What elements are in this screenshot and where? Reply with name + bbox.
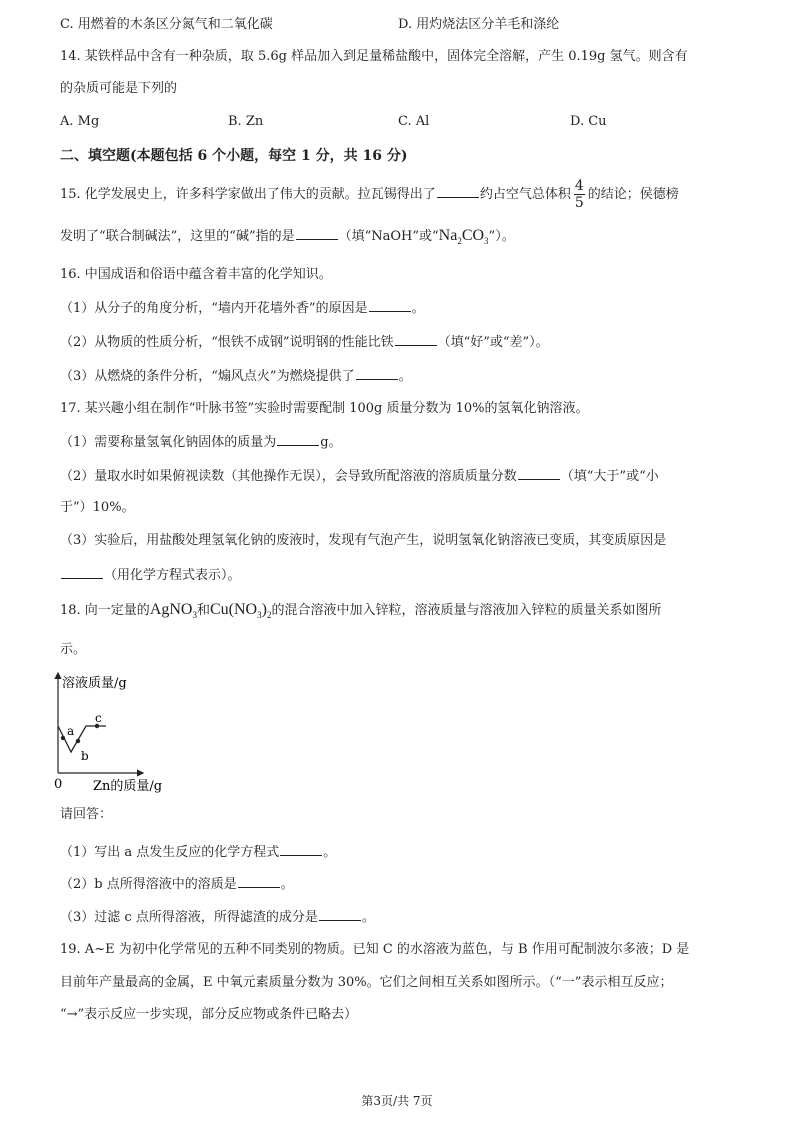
section-title: 二、填空题(本题包括 6 个小题，每空 1 分，共 16 分) <box>60 148 408 164</box>
q18-part2: （2）b 点所得溶液中的溶质是 。 <box>60 877 294 892</box>
formula: $Na_2CO_3$ <box>438 227 489 247</box>
q14-option-a: A. Mg <box>60 114 100 129</box>
q16-stem: 16. 中国成语和俗语中蕴含着丰富的化学知识。 <box>60 267 332 282</box>
q15-line2 <box>60 227 515 250</box>
formula-cuno32: $Cu(NO_3)_2$ <box>210 601 272 621</box>
q18-prompt: 请回答： <box>60 807 113 822</box>
label-c: c <box>95 711 102 725</box>
q17-part3: （3）实验后，用盐酸处理氢氧化钠的废液时，发现有气泡产生，说明氢氧化钠溶液已变质，其变质原因是 <box>60 533 667 548</box>
q17-part2-cont: 于”）10%。 <box>60 500 135 515</box>
answer-blank <box>319 908 361 921</box>
numerator: 4 <box>574 178 584 194</box>
fraction <box>574 178 585 211</box>
q14-option-b: B. Zn <box>228 114 264 129</box>
answer-blank <box>518 467 560 480</box>
answer-blank <box>356 367 398 380</box>
page-number: 第3页/共 7页 <box>361 1094 433 1108</box>
q16-part1: （1）从分子的角度分析，“墙内开花墙外香”的原因是 。 <box>60 301 425 316</box>
q15-line1 <box>60 178 679 211</box>
q14-option-c: C. Al <box>398 114 430 129</box>
answer-blank <box>280 843 322 856</box>
q14-stem: 14. 某铁样品中含有一种杂质，取 5.6g 样品加入到足量稀盐酸中，固体完全溶解，产生 0.19g 氢气。则含有 <box>60 49 688 64</box>
text: 15. 化学发展史上，许多科学家做出了伟大的贡献。拉瓦锡得出了 <box>60 187 436 202</box>
q17-stem: 17. 某兴趣小组在制作“叶脉书签”实验时需要配制 100g 质量分数为 10%的氢氧化钠溶液。 <box>60 401 589 416</box>
point-a <box>61 736 65 740</box>
q18-part3: （3）过滤 c 点所得溶液，所得滤渣的成分是 。 <box>60 910 375 925</box>
q18-stem-cont: 示。 <box>60 642 87 657</box>
solution-mass-graph <box>50 668 210 798</box>
x-axis-label: Zn的质量/g <box>93 779 163 794</box>
label-b: b <box>81 749 89 763</box>
answer-blank <box>369 299 411 312</box>
q19-line2: 目前年产量最高的金属，E 中氧元素质量分数为 30%。它们之间相互关系如图所示。（“一”表示相互反应； <box>60 975 673 990</box>
q13-option-c: C. 用燃着的木条区分氮气和二氧化碳 <box>60 17 273 32</box>
q17-part3-cont: （用化学方程式表示）。 <box>60 566 241 585</box>
point-b <box>76 739 80 743</box>
answer-blank <box>437 185 479 198</box>
q19-line3: “→”表示反应一步实现，部分反应物或条件已略去） <box>60 1007 358 1022</box>
origin-label: 0 <box>54 777 63 792</box>
answer-blank <box>238 875 280 888</box>
text: 发明了“联合制碱法”，这里的“碱”指的是 <box>60 229 295 244</box>
formula-agno3: AgNO$_3$ <box>149 601 197 621</box>
text: 约占空气总体积 <box>479 187 571 202</box>
text: ”）。 <box>488 229 515 244</box>
y-axis-label: 溶液质量/g <box>62 676 127 691</box>
q18-stem: 18. 向一定量的AgNO$_3$和$Cu(NO_3)_2$的混合溶液中加入锌粒，溶液质量与溶液加入锌粒的质量关系如图所 <box>60 601 662 621</box>
q18-part1: （1）写出 a 点发生反应的化学方程式 。 <box>60 845 337 860</box>
answer-blank <box>277 433 319 446</box>
q19-line1: 19. A~E 为初中化学常见的五种不同类别的物质。已知 C 的水溶液为蓝色，与 B 作用可配制波尔多液；D 是 <box>60 942 690 957</box>
text: （填“NaOH”或“ <box>338 229 439 244</box>
q16-part3: （3）从燃烧的条件分析，“煽风点火”为燃烧提供了 。 <box>60 369 412 384</box>
q17-part2: （2）量取水时如果俯视读数（其他操作无误），会导致所配溶液的溶质质量分数 （填“大于”或“小 <box>60 469 659 484</box>
answer-blank <box>395 333 437 346</box>
q13-option-d: D. 用灼烧法区分羊毛和涤纶 <box>398 17 560 32</box>
q17-part1: （1）需要称量氢氧化钠固体的质量为 g。 <box>60 435 342 450</box>
q16-part2: （2）从物质的性质分析，“恨铁不成钢”说明钢的性能比铁 （填“好”或“差”）。 <box>60 335 549 350</box>
label-a: a <box>67 724 75 738</box>
text: 的结论；侯德榜 <box>587 187 679 202</box>
q14-stem-cont: 的杂质可能是下列的 <box>60 81 178 96</box>
answer-blank <box>296 227 338 240</box>
answer-blank <box>61 566 103 579</box>
denominator: 5 <box>574 195 584 211</box>
q14-option-d: D. Cu <box>570 114 607 129</box>
